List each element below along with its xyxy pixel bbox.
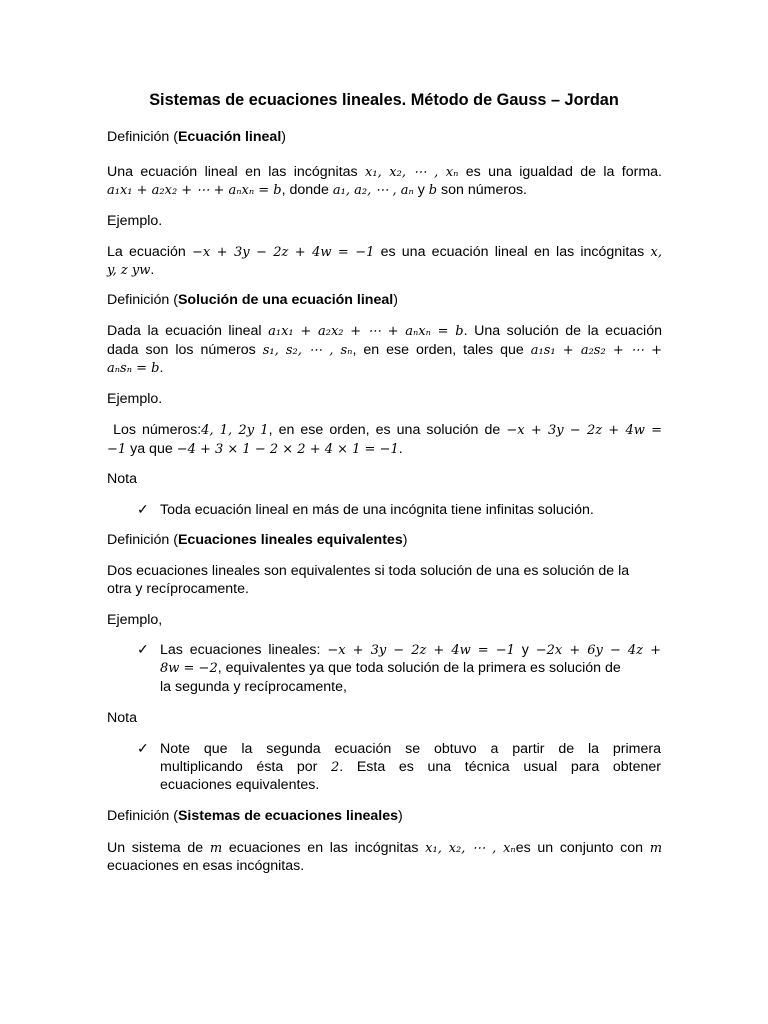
note-label: Nota: [107, 710, 137, 726]
bullet-item-line: multiplicando ésta por 2. Esta es una técnica usual para obtener: [160, 759, 661, 775]
paragraph-line: aₙsₙ = b.: [107, 360, 164, 376]
paragraph-line: Una ecuación lineal en las incógnitas x₁, x₂, ⋯ , xₙ es una igualdad de la forma.: [107, 164, 662, 180]
math-expression: 4, 1, 2y 1: [201, 423, 269, 438]
bullet-item: Note que la segunda ecuación se obtuvo a partir de la primera: [160, 741, 661, 757]
example-label: Ejemplo,: [107, 612, 163, 628]
definition-term: Solución de una ecuación lineal: [177, 292, 394, 308]
page-title: Sistemas de ecuaciones lineales. Método de Gauss – Jordan: [149, 91, 619, 109]
math-expression: −2x + 6y − 4z +: [535, 643, 661, 658]
math-expression: −x + 3y − 2z + 4w = −1: [192, 245, 375, 260]
math-expression: m: [209, 841, 223, 856]
example-label: Ejemplo.: [107, 213, 163, 229]
math-expression: 2: [331, 760, 340, 775]
math-expression: −x + 3y − 2z + 4w =: [506, 423, 662, 438]
bullet-item: Toda ecuación lineal en más de una incógnita tiene infinitas solución.: [160, 502, 594, 518]
math-expression: x,: [650, 245, 662, 260]
math-expression: 8w = −2: [160, 661, 218, 676]
definition-term: Sistemas de ecuaciones lineales: [177, 808, 398, 824]
paragraph-line: Dada la ecuación lineal a₁x₁ + a₂x₂ + ⋯ + aₙxₙ = b. Una solución de la ecuación: [107, 323, 662, 339]
paragraph-line: La ecuación −x + 3y − 2z + 4w = −1 es una ecuación lineal en las incógnitas x,: [107, 244, 662, 260]
bullet-item: Las ecuaciones lineales: −x + 3y − 2z + 4w = −1 y −2x + 6y − 4z +: [160, 642, 661, 658]
math-expression: x₁, x₂, ⋯ , xₙ: [425, 841, 516, 856]
paragraph-line: −1 ya que −4 + 3 × 1 − 2 × 2 + 4 × 1 = −1.: [107, 441, 403, 457]
math-expression: a₁x₁ + a₂x₂ + ⋯ + aₙxₙ = b: [268, 324, 464, 339]
bullet-item-line: 8w = −2, equivalentes ya que toda solución de la primera es solución de: [160, 660, 621, 676]
math-expression: s₁, s₂, ⋯ , sₙ: [262, 343, 353, 358]
paragraph-line: a₁x₁ + a₂x₂ + ⋯ + aₙxₙ = b, donde a₁, a₂, ⋯ , aₙ y b son números.: [107, 182, 528, 198]
paragraph-line: Dos ecuaciones lineales son equivalentes si toda solución de una es solución de la: [107, 563, 630, 579]
definition-term: Ecuaciones lineales equivalentes: [177, 532, 403, 548]
paragraph-line: Un sistema de m ecuaciones en las incógnitas x₁, x₂, ⋯ , xₙes un conjunto con m: [107, 840, 663, 856]
math-expression: a₁x₁ + a₂x₂ + ⋯ + aₙxₙ = b: [107, 183, 282, 198]
math-expression: aₙsₙ = b: [107, 361, 160, 376]
definition-term: Ecuación lineal: [177, 129, 282, 145]
bullet-item-line: ecuaciones equivalentes.: [160, 777, 320, 793]
math-expression: −x + 3y − 2z + 4w = −1: [327, 643, 515, 658]
math-expression: b: [428, 183, 438, 198]
paragraph-line: otra y recíprocamente.: [107, 581, 249, 597]
checkmark-icon: ✓: [137, 740, 149, 756]
math-expression: −1: [107, 442, 127, 457]
definition-heading: Definición (Ecuación lineal): [107, 129, 286, 145]
example-label: Ejemplo.: [107, 391, 163, 407]
math-expression: −4 + 3 × 1 − 2 × 2 + 4 × 1 = −1: [176, 442, 399, 457]
definition-heading: Definición (Sistemas de ecuaciones lineales): [107, 808, 403, 824]
math-expression: a₁, a₂, ⋯ , aₙ: [332, 183, 414, 198]
paragraph-line: ecuaciones en esas incógnitas.: [107, 858, 305, 874]
checkmark-icon: ✓: [137, 501, 149, 517]
definition-heading: Definición (Solución de una ecuación lineal): [107, 292, 398, 308]
paragraph-line: Los números:4, 1, 2y 1, en ese orden, es una solución de −x + 3y − 2z + 4w =: [113, 422, 662, 438]
checkmark-icon: ✓: [137, 641, 149, 657]
bullet-item-line: la segunda y recíprocamente,: [160, 679, 347, 695]
paragraph-line: dada son los números s₁, s₂, ⋯ , sₙ, en ese orden, tales que a₁s₁ + a₂s₂ + ⋯ +: [107, 342, 662, 358]
math-expression: m: [649, 841, 663, 856]
math-expression: y, z yw: [107, 263, 151, 278]
paragraph-line: y, z yw.: [107, 262, 155, 278]
math-expression: a₁s₁ + a₂s₂ + ⋯ +: [530, 343, 662, 358]
definition-heading: Definición (Ecuaciones lineales equivalentes): [107, 532, 408, 548]
math-expression: x₁, x₂, ⋯ , xₙ: [365, 165, 459, 180]
note-label: Nota: [107, 471, 137, 487]
